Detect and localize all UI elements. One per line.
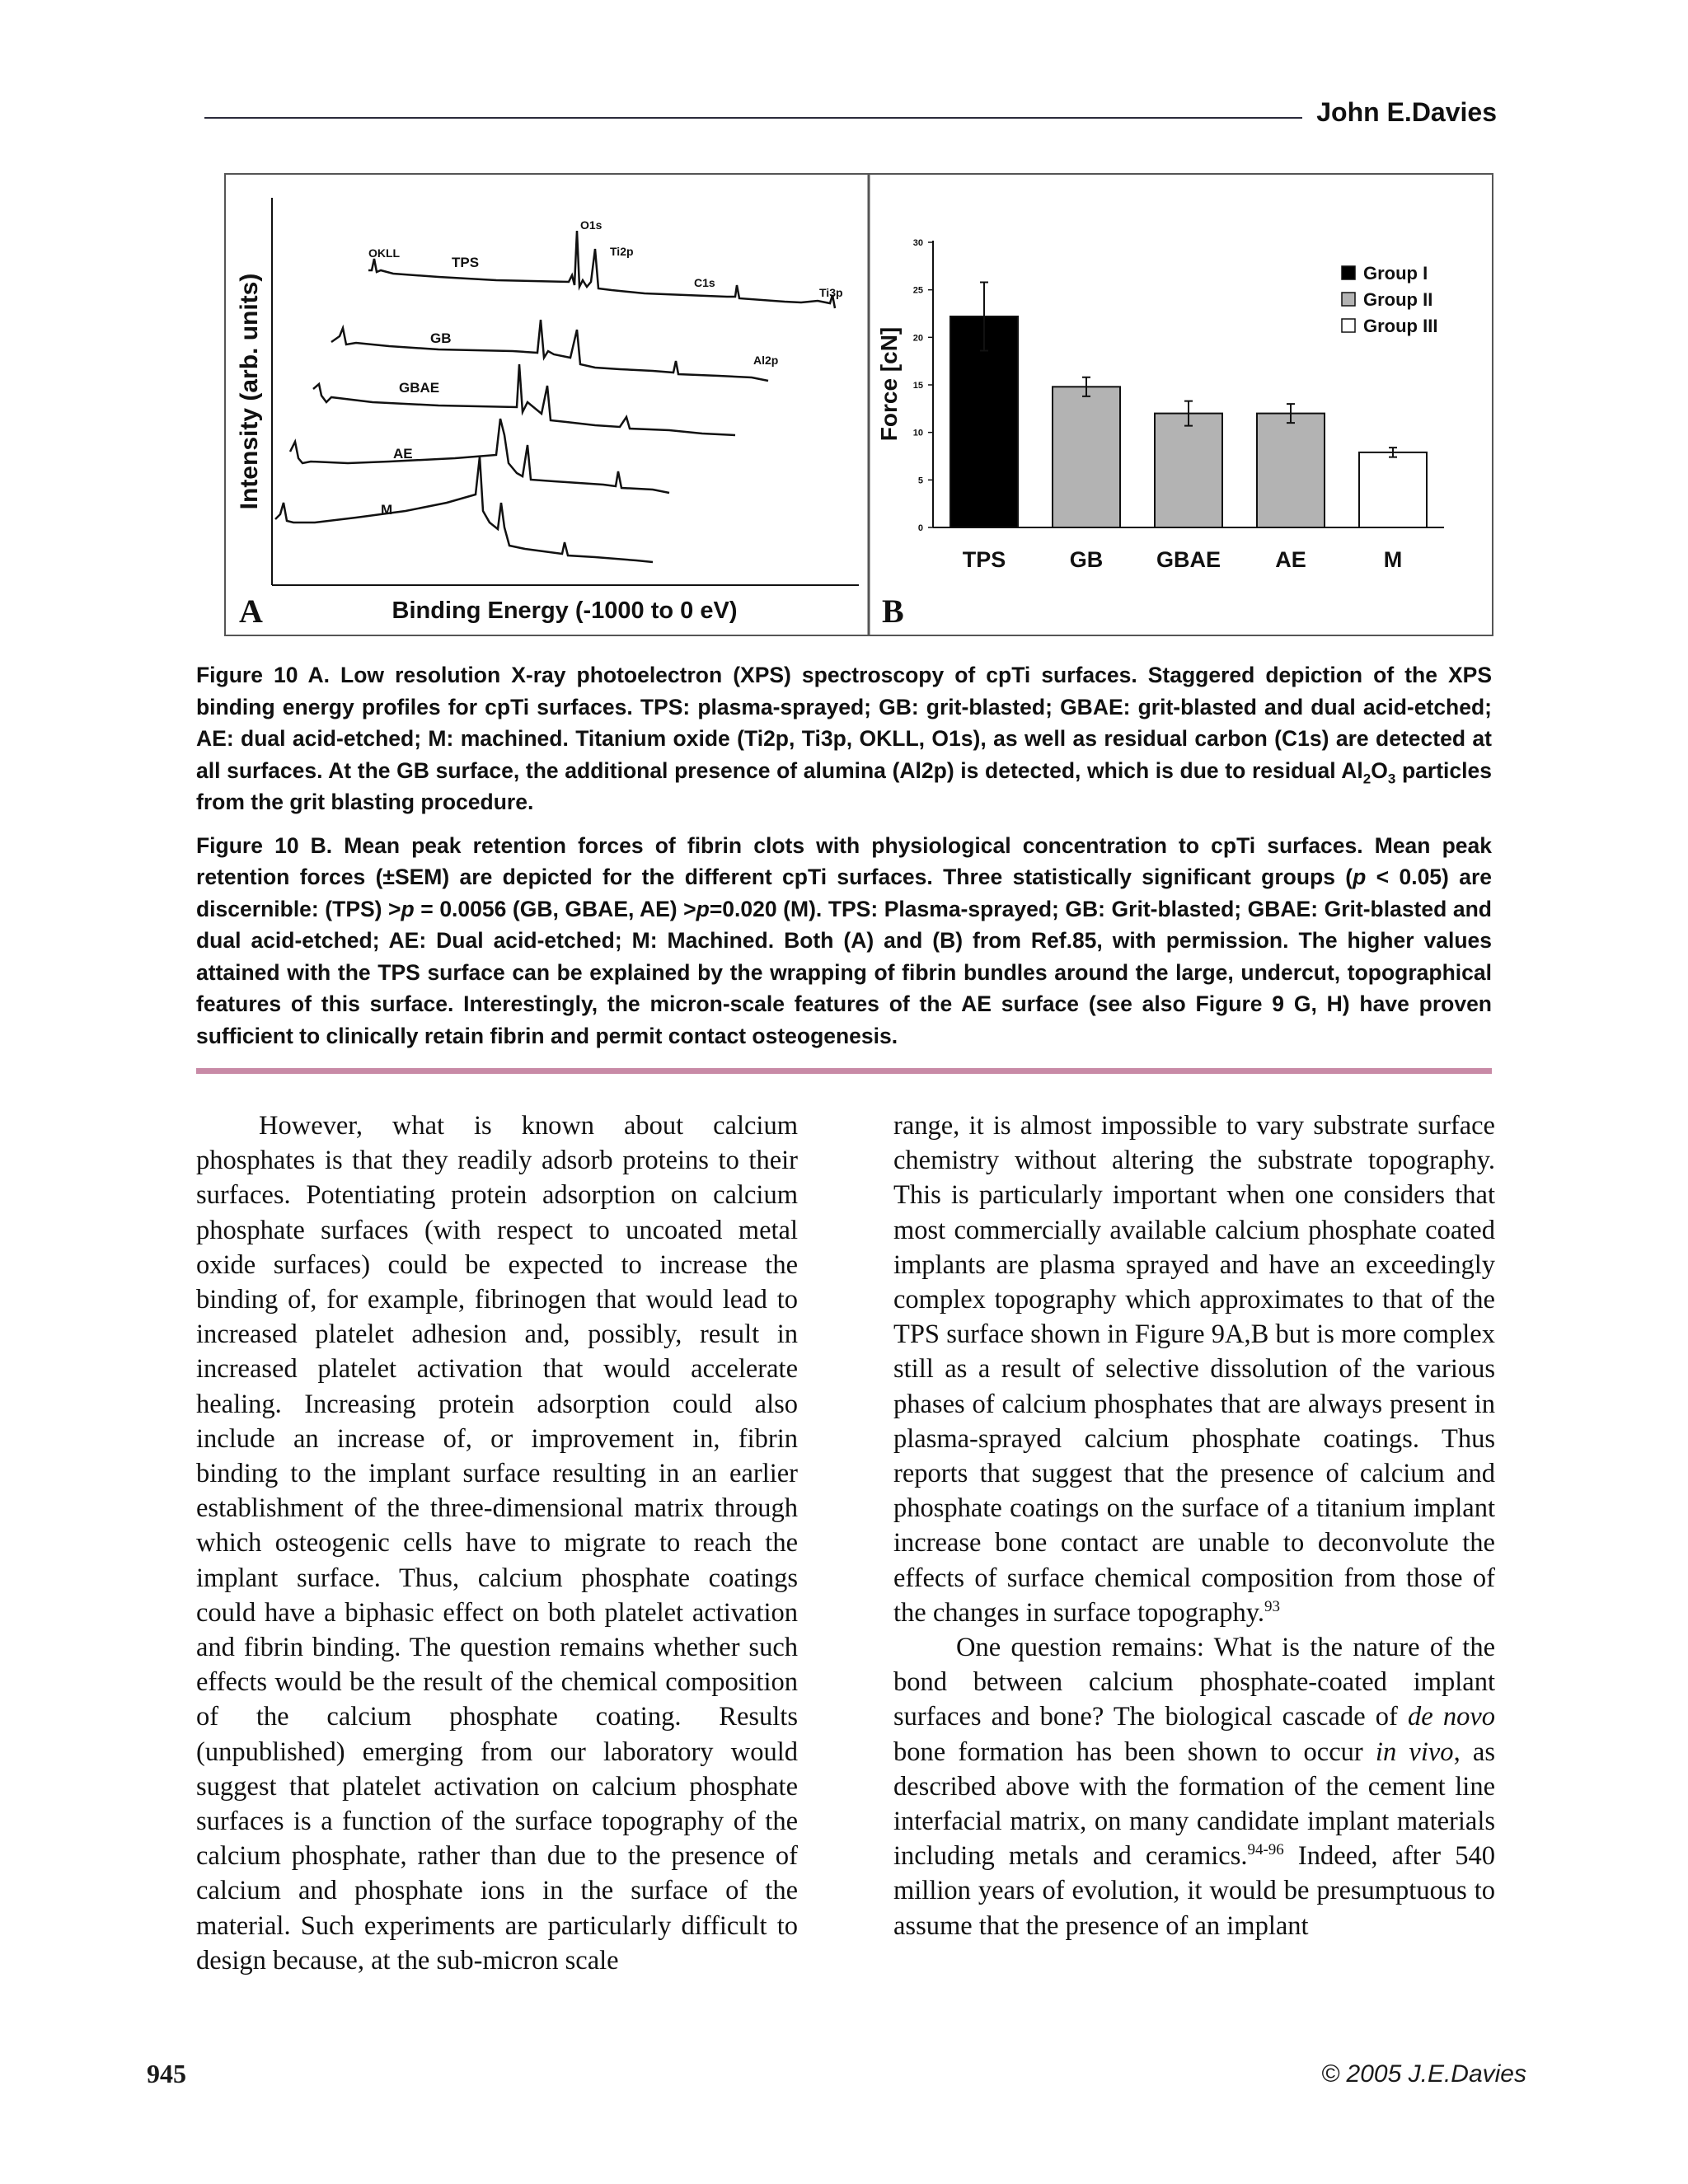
peak-label-okll: OKLL [368,246,401,260]
body-paragraph: range, it is almost impossible to vary substrate surface chemistry without altering the substrate topography. This is particularly important when one considers that most commercially available calcium phosphate coated implants are plasma sprayed and have an exceedingly complex topography which approximates to that of the TPS surface shown in Figure 9A,B but is more complex still as a result of selective dissolution of the various phases of calcium phosphates that are always present in plasma-sprayed calcium phosphate coatings. Thus reports that suggest that the presence of calcium and phosphate coatings on the surface of a titanium implant increase bone contact are unable to deconvolute the effects of surface chemical composition from those of the changes in surface topography.$^{93}$ [893,1111,1495,1628]
figure-10 [224,173,1493,636]
label-tps: TPS [452,255,480,270]
y-tick-label: 20 [912,333,923,344]
body-column-right [893,1108,1495,1943]
bar-chart-ylabel: Force [cN] [876,326,902,442]
y-tick-label: 30 [912,238,923,248]
peak-label-ti3p: Ti3p [819,286,843,299]
legend-swatch-group-2 [1342,293,1355,306]
x-category-label: GBAE [1156,547,1221,572]
copyright-notice: © 2005 J.E.Davies [1321,2060,1526,2088]
x-category-label: AE [1275,547,1306,572]
panel-b-letter: B [882,593,904,630]
caption-figure-10a: Figure 10 A. Low resolution X-ray photoelectron (XPS) spectroscopy of cpTi surfaces. Staggered depiction of the XPS binding energy profiles for cpTi surfaces. TPS: plasma-sprayed; GB: grit-blasted; GBAE: grit-blasted and dual acid-etched; AE: dual acid-etched; M: machined. Titanium oxide (Ti2p, Ti3p, OKLL, O1s), as well as residual carbon (C1s) are detected at all surfaces. At the GB surface, the additional presence of alumina (Al2p) is detected, which is due to residual $Al_2O_3$ particles from the grit blasting procedure. [196,663,1492,814]
bar-m [1359,452,1427,527]
x-category-label: M [1383,547,1403,572]
body-column-left [196,1108,798,1978]
x-category-label: GB [1069,547,1104,572]
bar-gb [1053,387,1120,527]
legend-label-group-2: Group II [1363,289,1433,310]
legend-swatch-group-3 [1342,319,1355,332]
body-paragraph: One question remains: What is the nature of the bond between calcium phosphate-coated implant surfaces and bone? The biological cascade of de novo bone formation has been shown to occur in vivo, as described above with the formation of the cement line interfacial matrix, on many candidate implant materials including metals and ceramics.$^{94-96}$ Indeed, after 540 million years of evolution, it would be presumptuous to assume that the presence of an implant [893,1633,1495,1941]
citation-ref-94-96: 94-96 [1247,1841,1284,1859]
peak-label-o1s: O1s [580,218,603,232]
legend-label-group-3: Group III [1363,316,1438,336]
xps-xlabel: Binding Energy (-1000 to 0 eV) [392,598,738,624]
page-number: 945 [147,2059,186,2088]
citation-ref-93: 93 [1264,1598,1281,1616]
y-tick-label: 15 [912,381,923,391]
y-tick-label: 5 [917,476,923,486]
label-m: M [381,502,393,518]
peak-label-c1s: C1s [694,276,715,289]
body-paragraph: However, what is known about calcium phosphates is that they readily adsorb proteins to their surfaces. Potentiating protein adsorption on calcium phosphate surfaces (with respect to uncoated metal oxide surfaces) could be expected to increase the binding of, for example, fibrinogen that would lead to increased platelet adhesion and, possibly, result in increased platelet activation that would accelerate healing. Increasing protein adsorption could also include an increase of, or improvement in, fibrin binding to the implant surface resulting in an earlier establishment of the three-dimensional matrix through which osteogenic cells have to migrate to reach the implant surface. Thus, calcium phosphate coatings could have a biphasic effect on both platelet activation and fibrin binding. The question remains whether such effects would be the result of the chemical composition of the calcium phosphate coating. Results (unpublished) emerging from our laboratory would suggest that platelet activation on calcium phosphate surfaces is a function of the surface topography of the calcium phosphate, rather than due to the presence of calcium and phosphate ions in the surface of the material. Such experiments are particularly difficult to design because, at the sub-micron scale [196,1111,798,1975]
label-gb: GB [430,330,452,346]
header-rule [204,117,1302,119]
bar-ae [1257,414,1325,527]
peak-label-al2p: Al2p [753,354,779,367]
y-tick-label: 0 [917,523,923,533]
peak-label-ti2p: Ti2p [610,245,634,258]
y-tick-label: 25 [912,285,923,296]
legend-swatch-group-1 [1342,266,1355,279]
bar-gbae [1155,414,1222,527]
y-tick-label: 10 [912,428,923,438]
panel-a-letter: A [239,593,263,630]
label-ae: AE [393,446,413,462]
figure-captions [196,659,1492,1063]
label-gbae: GBAE [399,380,440,396]
caption-separator-rule [196,1068,1492,1074]
legend-label-group-1: Group I [1363,263,1428,284]
running-header-author: John E.Davies [1316,97,1497,127]
xps-ylabel: Intensity (arb. units) [236,273,263,510]
x-category-label: TPS [962,547,1006,572]
caption-figure-10b: Figure 10 B. Mean peak retention forces of fibrin clots with physiological concentration to cpTi surfaces. Mean peak retention forces (±SEM) are depicted for the different cpTi surfaces. Three statistically significant groups (p < 0.05) are discernible: (TPS) >p = 0.0056 (GB, GBAE, AE) >p=0.020 (M). TPS: Plasma-sprayed; GB: Grit-blasted; GBAE: Grit-blasted and dual acid-etched; AE: Dual acid-etched; M: Machined. Both (A) and (B) from Ref.85, with permission. The higher values attained with the TPS surface can be explained by the wrapping of fibrin bundles around the large, undercut, topographical features of this surface. Interestingly, the micron-scale features of the AE surface (see also Figure 9 G, H) have proven sufficient to clinically retain fibrin and permit contact osteogenesis. [196,832,1492,1048]
